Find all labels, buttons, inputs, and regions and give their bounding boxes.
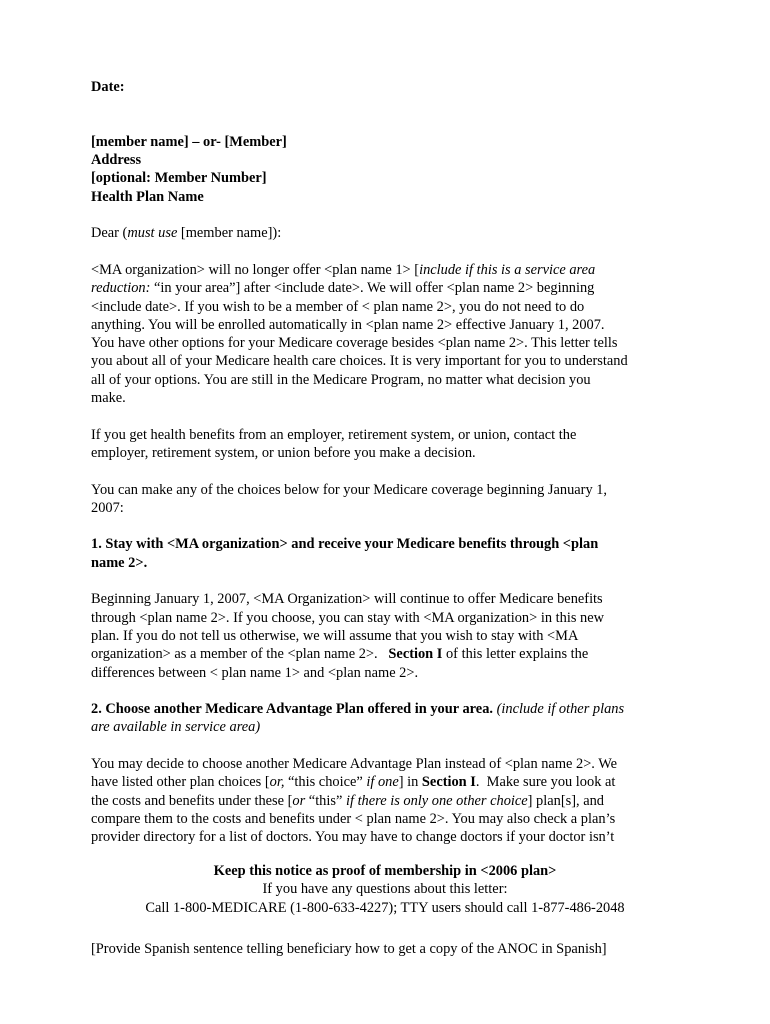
footer-call-line: Call 1-800-MEDICARE (1-800-633-4227); TTY users should call 1-877-486-2048	[145, 899, 625, 916]
address-line-address: Address	[91, 152, 142, 169]
paragraph-line: differences between < plan name 1> and <plan name 2>.	[91, 664, 419, 681]
section-reference: Section I	[421, 774, 476, 791]
option-1-heading	[91, 535, 671, 572]
paragraph-line: you about all of your Medicare health care choices. It is very important for you to understand	[91, 353, 628, 370]
text-run: organization> as a member of the <plan name 2>.	[91, 646, 389, 663]
text-run: “this”	[305, 792, 346, 809]
salutation-prefix: Dear (	[91, 225, 128, 242]
spacer	[91, 572, 671, 590]
text-run: have listed other plan choices [	[91, 774, 270, 791]
paragraph-line: <include date>. If you wish to be a member of < plan name 2>, you do not need to do	[91, 298, 585, 315]
text-run-italic: or,	[269, 774, 285, 791]
date-label: Date:	[91, 79, 125, 95]
spacer	[91, 206, 671, 224]
paragraph-intro	[91, 261, 671, 407]
text-run: ] plan[s], and	[527, 792, 604, 809]
paragraph-line: If you get health benefits from an employer, retirement system, or union, contact the	[91, 426, 577, 443]
heading-note: (include if other plans	[492, 701, 625, 718]
spacer	[91, 682, 671, 700]
address-line-member-number: [optional: Member Number]	[91, 170, 267, 187]
paragraph-line: You have other options for your Medicare coverage besides <plan name 2>. This letter tells	[91, 335, 618, 352]
text-run-italic: or	[292, 792, 306, 809]
letter-body	[91, 78, 671, 846]
text-run: . Make sure you look at	[475, 774, 616, 791]
heading-note-line: are available in service area)	[91, 719, 261, 736]
heading-text: 2. Choose another Medicare Advantage Plan offered in your area.	[91, 701, 493, 718]
text-run-italic: include if this is a service area	[419, 261, 596, 278]
paragraph-line: anything. You will be enrolled automatically in <plan name 2> effective January 1, 2007.	[91, 316, 605, 333]
spacer	[91, 407, 671, 425]
paragraph-line	[91, 792, 671, 810]
text-run-italic: if one	[366, 774, 399, 791]
paragraph-line: plan. If you do not tell us otherwise, we will assume that you wish to stay with <MA	[91, 627, 579, 644]
section-reference: Section I	[388, 646, 443, 663]
option-1-body	[91, 590, 671, 681]
paragraph-line: 2007:	[91, 499, 124, 516]
paragraph-line: You can make any of the choices below for your Medicare coverage beginning January 1,	[91, 481, 608, 498]
text-run: “this choice”	[284, 774, 367, 791]
option-2-heading	[91, 700, 671, 737]
spacer	[91, 462, 671, 480]
paragraph-line: through <plan name 2>. If you choose, you can stay with <MA organization> in this new	[91, 609, 604, 626]
paragraph-choices	[91, 481, 671, 518]
heading-line	[91, 700, 671, 718]
spacer	[91, 737, 671, 755]
spacer	[91, 517, 671, 535]
spacer	[91, 243, 671, 261]
text-run: <MA organization> will no longer offer <plan name 1> [	[91, 261, 420, 278]
address-line-plan-name: Health Plan Name	[91, 188, 204, 205]
text-run: the costs and benefits under these [	[91, 792, 293, 809]
paragraph-line	[91, 773, 671, 791]
paragraph-line: Beginning January 1, 2007, <MA Organization> will continue to offer Medicare benefits	[91, 591, 603, 608]
text-run: of this letter explains the	[442, 646, 589, 663]
recipient-address	[91, 133, 671, 206]
paragraph-line: all of your options. You are still in the Medicare Program, no matter what decision you	[91, 371, 591, 388]
text-run-italic: reduction:	[91, 280, 151, 297]
heading-line: name 2>.	[91, 554, 148, 571]
salutation-suffix: [member name]):	[177, 225, 282, 242]
heading-line: 1. Stay with <MA organization> and receive your Medicare benefits through <plan	[91, 536, 599, 553]
paragraph-line: You may decide to choose another Medicare Advantage Plan instead of <plan name 2>. We	[91, 755, 618, 772]
paragraph-line: employer, retirement system, or union before you make a decision.	[91, 444, 476, 461]
salutation-instruction: must use	[127, 225, 178, 242]
spacer	[91, 96, 671, 114]
spacer	[91, 115, 671, 133]
paragraph-line	[91, 279, 671, 297]
paragraph-line: compare them to the costs and benefits under < plan name 2>. You may also check a plan’s	[91, 810, 616, 827]
paragraph-line: provider directory for a list of doctors. You may have to change doctors if your doctor isn’t	[91, 829, 615, 846]
text-run-italic: if there is only one other choice	[345, 792, 528, 809]
option-2-body	[91, 755, 671, 846]
spanish-placeholder: [Provide Spanish sentence telling beneficiary how to get a copy of the ANOC in Spanish]	[91, 941, 607, 957]
salutation	[91, 224, 671, 242]
page-footer	[0, 862, 770, 917]
address-line-member: [member name] – or- [Member]	[91, 133, 287, 150]
footer-questions: If you have any questions about this letter:	[262, 881, 508, 898]
paragraph-line	[91, 261, 671, 279]
footer-notice: Keep this notice as proof of membership in <2006 plan>	[213, 863, 557, 879]
text-run: ] in	[398, 774, 422, 791]
paragraph-line: make.	[91, 390, 126, 407]
paragraph-line	[91, 645, 671, 663]
paragraph-employer	[91, 426, 671, 463]
text-run: “in your area”] after <include date>. We will offer <plan name 2> beginning	[150, 280, 595, 297]
